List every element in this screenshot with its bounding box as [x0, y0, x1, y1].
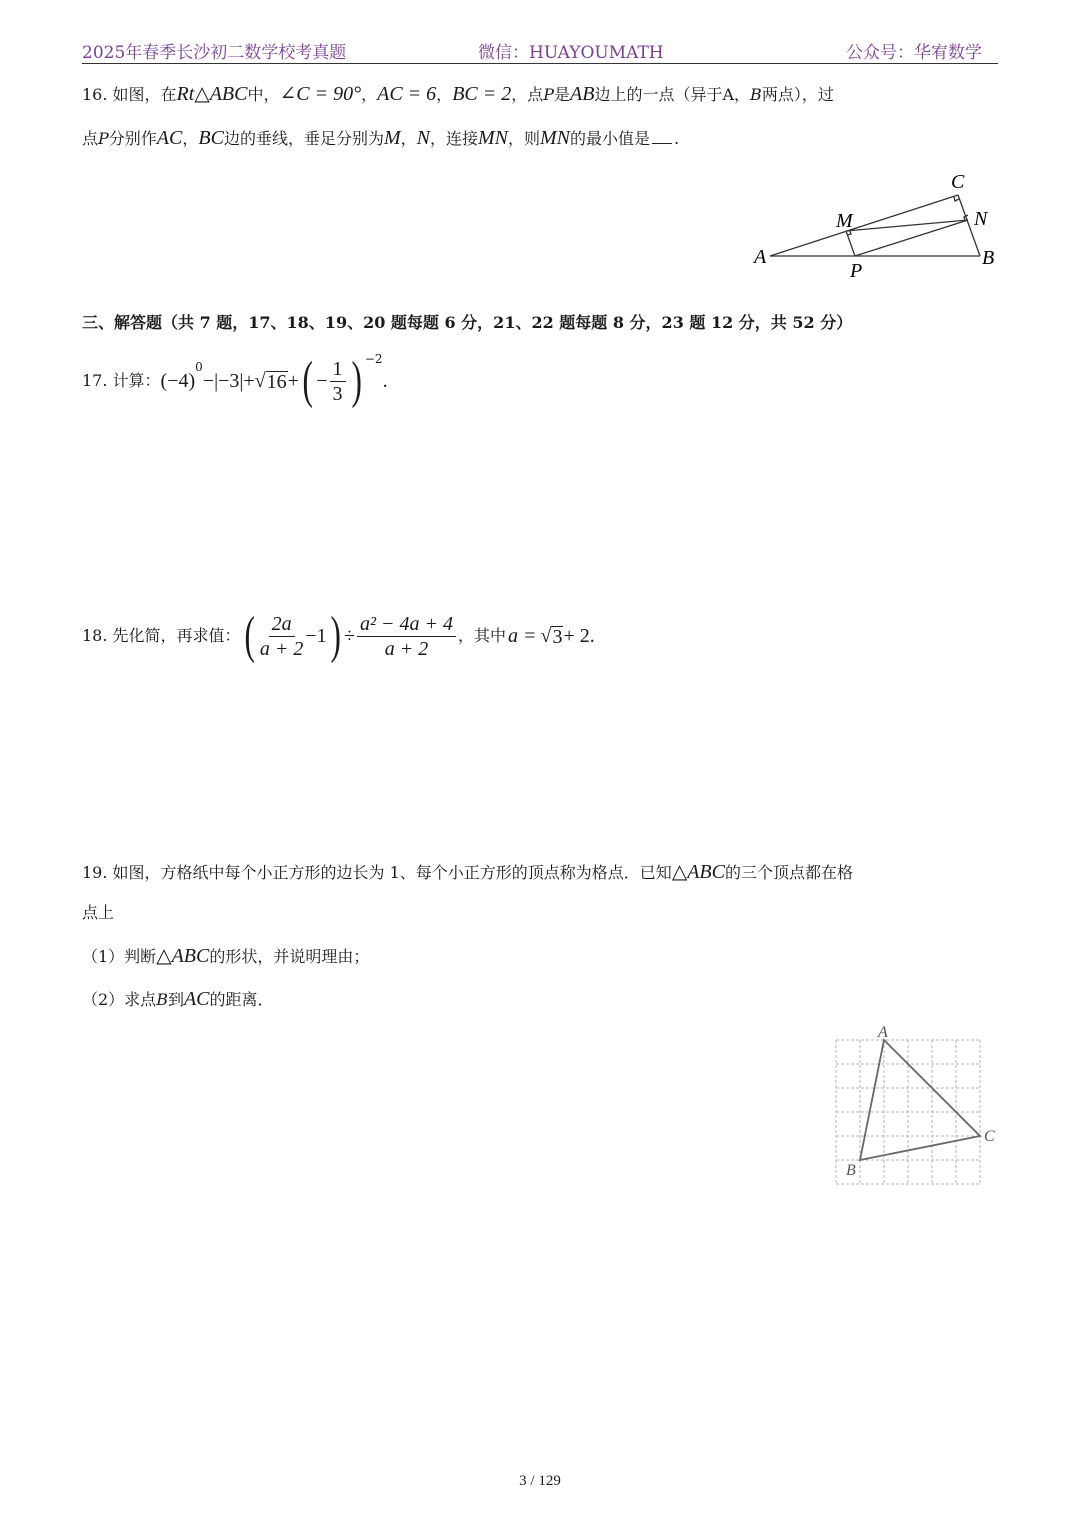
q16-triangle-figure [748, 170, 1008, 285]
label-N: N [974, 208, 988, 230]
label-C: C [951, 171, 965, 193]
sqrt-3: √ 3 [540, 624, 563, 648]
page-number: 3 / 129 [519, 1473, 561, 1489]
label-P: P [850, 260, 863, 282]
sqrt-16: √ 16 [254, 369, 287, 393]
header-divider [82, 63, 998, 64]
q19-part2: （2）求点B到AC的距离． [82, 988, 274, 1010]
label-A: A [754, 246, 767, 268]
grid-label-A: A [878, 1024, 888, 1041]
q19-grid-figure [828, 1020, 1008, 1190]
header-center: 微信：HUAYOUMATH [478, 43, 664, 63]
answer-blank [652, 143, 672, 144]
header-left: 2025年春季长沙初二数学校考真题 [82, 43, 347, 63]
label-M: M [836, 210, 853, 232]
fraction-quadratic: $\frac{\text{a² − 4a + 4}}{a + 2}$ [357, 614, 456, 659]
label-B: B [982, 247, 995, 269]
grid-label-C: C [984, 1128, 995, 1145]
q19-part1: （1）判断△ABC的形状，并说明理由； [82, 945, 370, 967]
fraction-one-third: $\frac{1}{3}$ [330, 359, 346, 404]
q18-expression: 18. 先化简，再求值： ( $\frac{2a}{a + 2}$ −1 ) ÷ $\frac{\text{a² − 4a + 4}}{a + 2}$ ，其中 a = √ 3 + 2 . [82, 607, 595, 664]
header-right: 公众号：华宥数学 [846, 43, 982, 63]
q19-line1: 19. 如图，方格纸中每个小正方形的边长为 1、每个小正方形的顶点称为格点．已知△ABC的三个顶点都在格 [82, 861, 853, 883]
section-heading: 三、解答题（共 7 题，17、18、19、20 题每题 6 分，21、22 题每题 8 分，23 题 12 分，共 52 分） [82, 313, 853, 332]
q19-line2: 点上 [82, 903, 115, 922]
grid-label-B: B [846, 1162, 856, 1179]
q17-expression: 17. 计算： (−4) $^0$ −|−3|+ √ 16 + ( − $\frac{1}{3}$ ) $^{-2}$ . [82, 352, 388, 409]
q16-line1: 16. 如图，在Rt△ABC中，∠C = 90°，AC = 6，BC = 2，点P是AB边上的一点（异于A，B两点），过 [82, 83, 834, 105]
fraction-2a: $\frac{2a}{a + 2}$ [259, 612, 304, 660]
q16-line2: 点P分别作AC，BC边的垂线，垂足分别为M，N，连接MN，则MN的最小值是 . [82, 127, 680, 149]
